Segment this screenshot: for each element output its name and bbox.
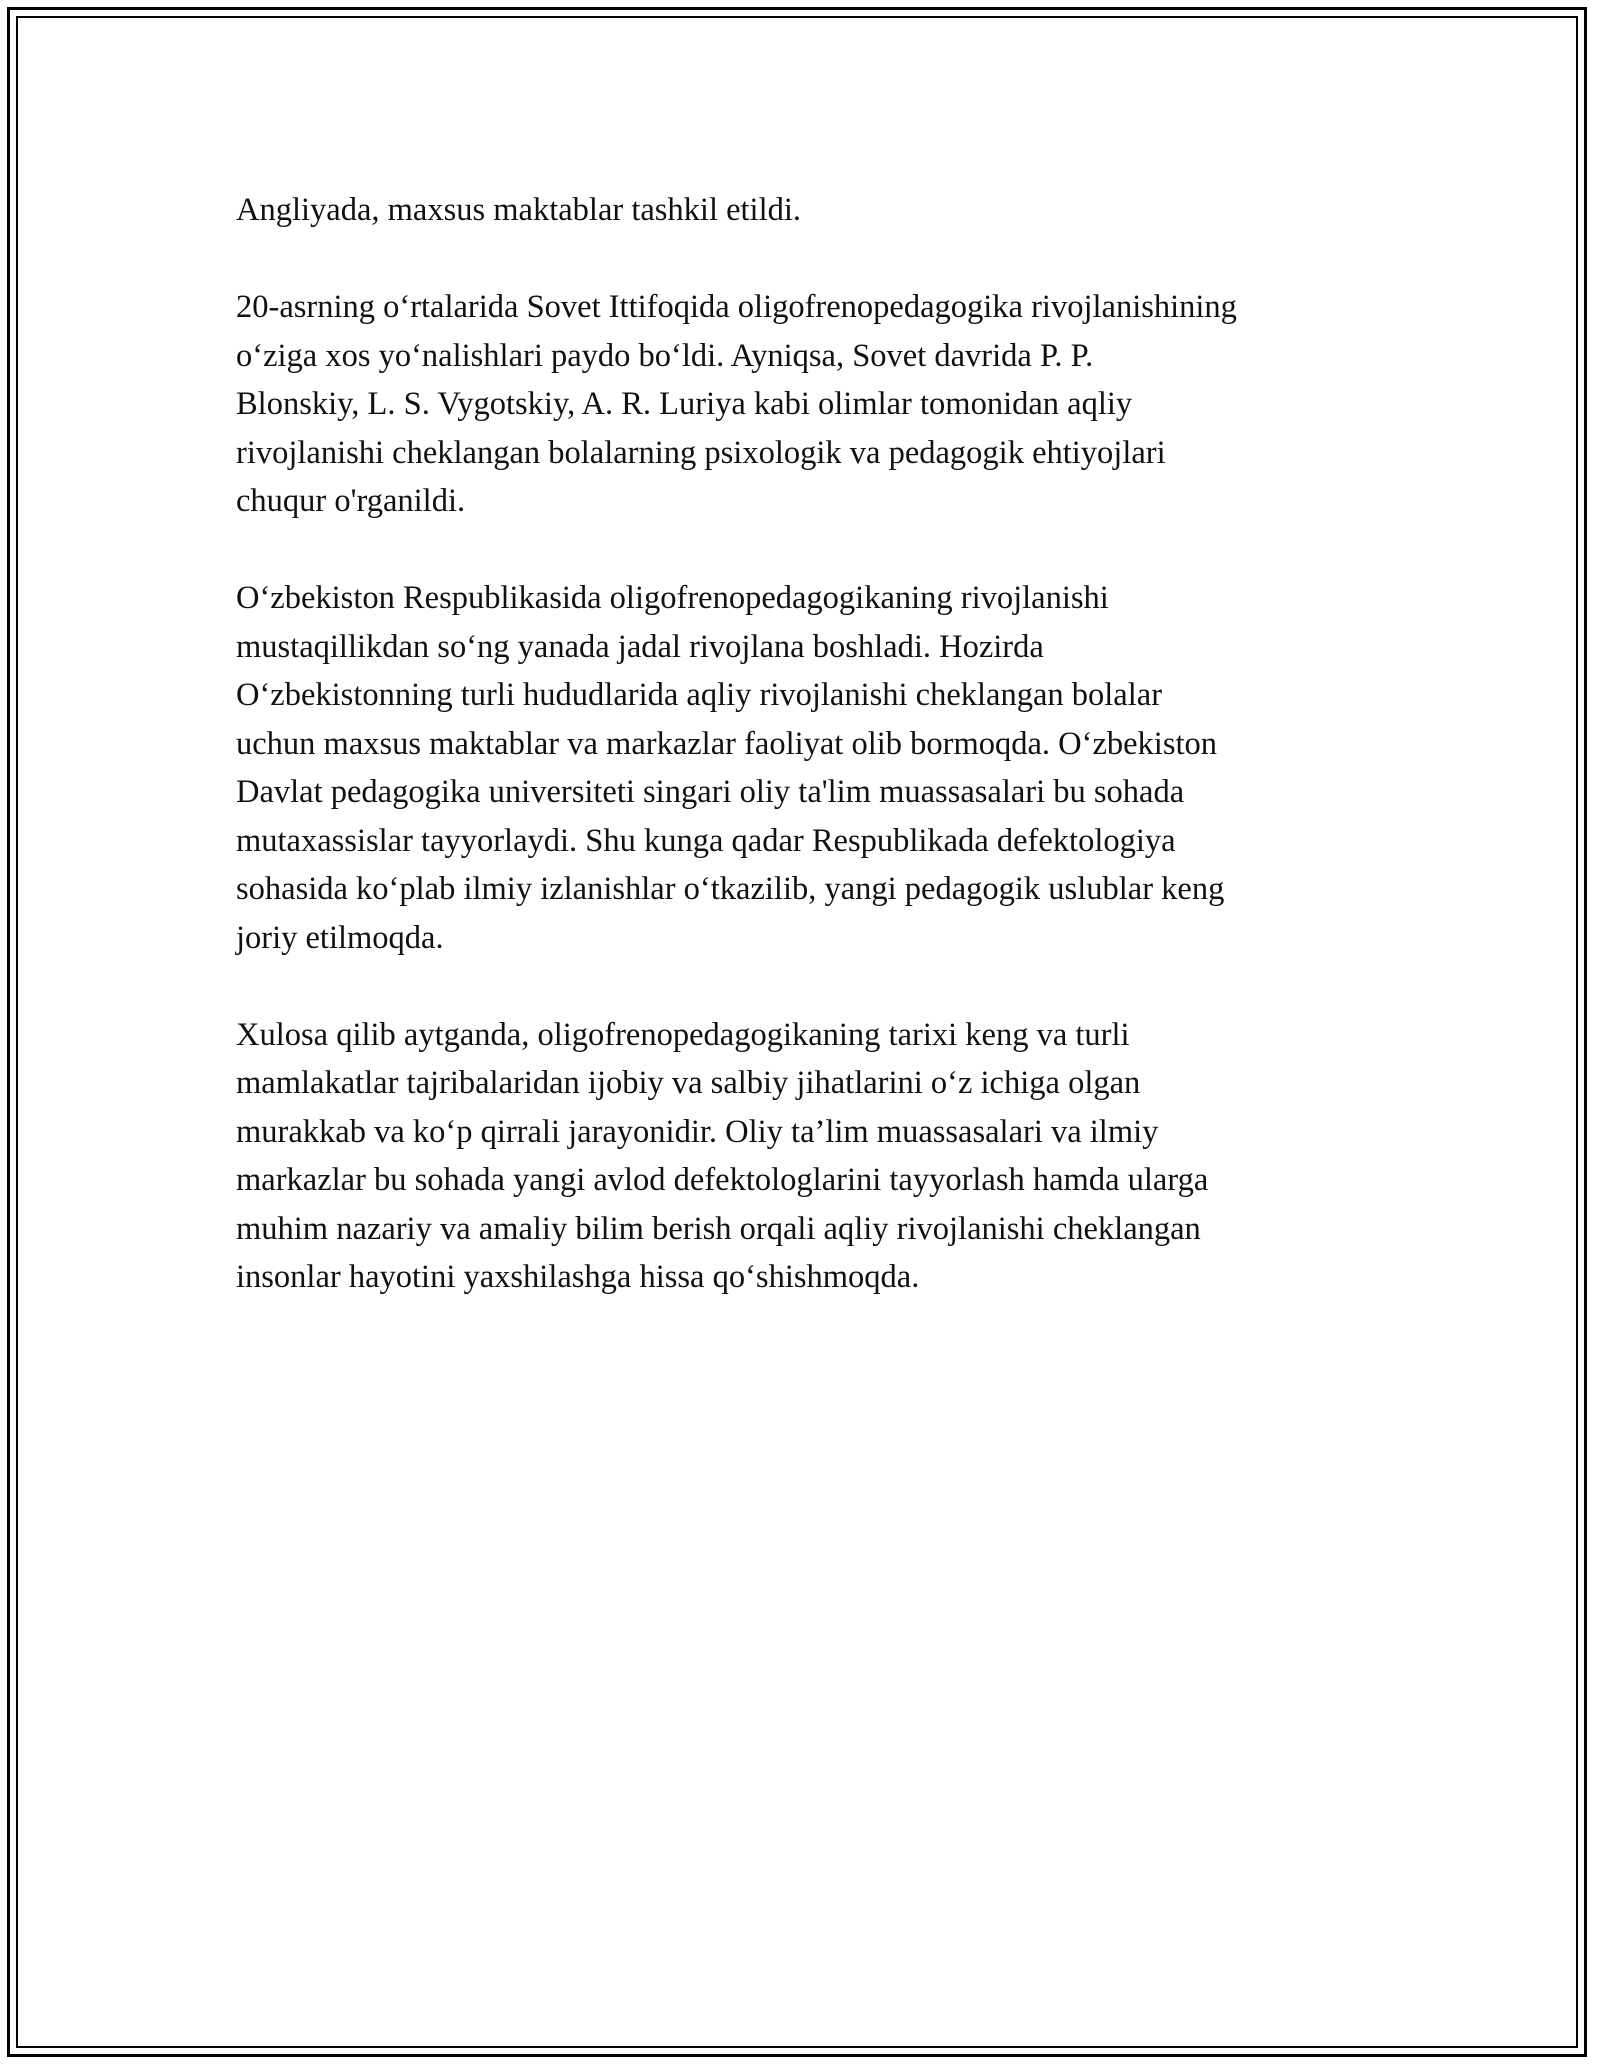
paragraph-3: O‘zbekiston Respublikasida oligofrenopedagogikaning rivojlanishi mustaqillikdan so‘ng yanada jadal rivojlana boshladi. Hozirda O‘zbekistonning turli hududlarida aqliy rivojlanishi cheklangan bolalar uchun maxsus maktablar va markazlar faoliyat olib bormoqda. O‘zbekiston Davlat pedagogika universiteti singari oliy ta'lim muassasalari bu sohada mutaxassislar tayyorlaydi. Shu kunga qadar Respublikada defektologiya sohasida ko‘plab ilmiy izlanishlar o‘tkazilib, yangi pedagogik uslublar keng joriy etilmoqda. bbox=[236, 580, 1225, 956]
paragraph-2: 20-asrning o‘rtalarida Sovet Ittifoqida oligofrenopedagogika rivojlanishining o‘ziga xos yo‘nalishlari paydo bo‘ldi. Ayniqsa, Sovet davrida P. P. Blonskiy, L. S. Vygotskiy, A. R. Luriya kabi olimlar tomonidan aqliy rivojlanishi cheklangan bolalarning psixologik va pedagogik ehtiyojlari chuqur o'rganildi. bbox=[236, 289, 1237, 519]
paragraph-4: Xulosa qilib aytganda, oligofrenopedagogikaning tarixi keng va turli mamlakatlar tajribalaridan ijobiy va salbiy jihatlarini o‘z ichiga olgan murakkab va ko‘p qirrali jarayonidir. Oliy ta’lim muassasalari va ilmiy markazlar bu sohada yangi avlod defektologlarini tayyorlash hamda ularga muhim nazariy va amaliy bilim berish orqali aqliy rivojlanishi cheklangan insonlar hayotini yaxshilashga hissa qo‘shishmoqda. bbox=[236, 1016, 1209, 1295]
paragraph-1: Angliyada, maxsus maktablar tashkil etildi. bbox=[236, 192, 802, 228]
document-body bbox=[236, 186, 1376, 1350]
